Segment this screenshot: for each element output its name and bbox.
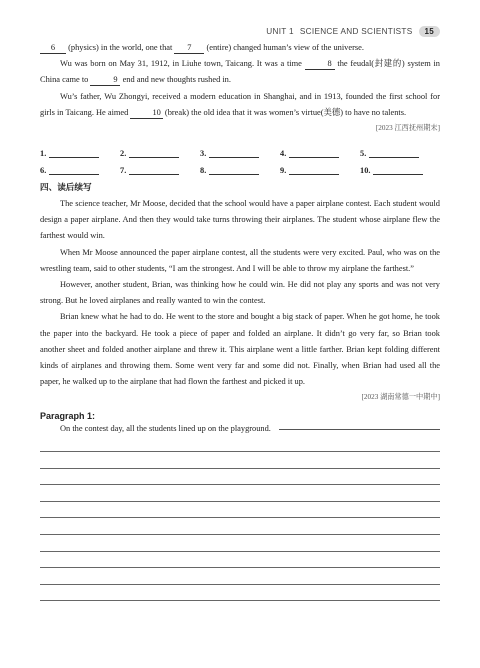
answer-field-6[interactable] [49, 173, 99, 175]
blank-10: 10 [130, 107, 162, 119]
passage-text: (physics) in the world, one that [68, 43, 173, 52]
passage-text: (break) the old idea that it was women’s virtue(美德) to have no talents. [164, 107, 407, 117]
passage-text: Wu was born on May 31, 1912, in Liuhe town, Taicang. It was a time [60, 59, 302, 69]
writing-area [40, 435, 440, 601]
writing-line[interactable] [279, 428, 440, 430]
blank-9: 9 [90, 74, 120, 86]
story-source-tag: [2023 湖南常德一中期中] [361, 393, 440, 402]
answer-field-9[interactable] [289, 173, 339, 175]
answer-field-5[interactable] [369, 156, 419, 158]
blank-6: 6 [40, 42, 66, 54]
unit-title: SCIENCE AND SCIENTISTS [299, 27, 413, 36]
answer-field-2[interactable] [129, 156, 179, 158]
writing-line[interactable] [40, 469, 440, 486]
answer-number: 7. [120, 166, 127, 176]
writing-line[interactable] [40, 585, 440, 602]
passage-text: end and new thoughts rushed in. [122, 75, 231, 85]
story-paragraph-3: However, another student, Brian, was thinking how he could win. He did not play any sports and was not very strong. But he loved airplanes and really wanted to win the contest. [40, 280, 440, 306]
answer-number: 10. [360, 166, 371, 176]
writing-line[interactable] [40, 568, 440, 585]
passage-source-tag: [2023 江西抚州期末] [375, 124, 440, 133]
answer-cell [200, 166, 280, 175]
answer-number: 5. [360, 149, 367, 159]
writing-line[interactable] [40, 485, 440, 502]
paragraph-1-label: Paragraph 1: [40, 411, 96, 422]
passage-paragraph-2 [40, 56, 440, 88]
answer-number: 9. [280, 166, 287, 176]
answer-cell [120, 166, 200, 175]
answer-field-4[interactable] [289, 156, 339, 158]
answer-cell [360, 166, 440, 175]
story-paragraph-1: The science teacher, Mr Moose, decided that the school would have a paper airplane contest. Each student would design a paper airplane. And then they would take turns throwing their airplanes. The student whose airplane flew the farthest would win. [40, 199, 440, 241]
answer-number: 3. [200, 149, 207, 159]
running-head [266, 26, 440, 37]
answer-cell [40, 166, 120, 175]
writing-line[interactable] [40, 552, 440, 569]
answer-cell [40, 149, 120, 158]
answer-field-1[interactable] [49, 156, 99, 158]
answer-number: 8. [200, 166, 207, 176]
answer-field-7[interactable] [129, 173, 179, 175]
answer-field-10[interactable] [373, 173, 423, 175]
answer-cell [360, 149, 440, 158]
story-paragraph-4: Brian knew what he had to do. He went to the store and bought a big stack of paper. When he got home, he took the paper into the backyard. He took a piece of paper and folded an airplane. It didn’t go very far, so Brian took another sheet and folded another airplane and threw it. This airplane went a little farther. Brian kept folding different kinds of airplanes and throwing them. Some went very far and some did not. Finally, when Brian had used all the paper, he walked up to the airplane that had flown the farthest and picked it up. [40, 312, 440, 387]
answer-cell [280, 166, 360, 175]
page-content [40, 40, 440, 601]
answer-number: 1. [40, 149, 47, 159]
answer-cell [280, 149, 360, 158]
writing-line[interactable] [40, 502, 440, 519]
writing-line[interactable] [40, 452, 440, 469]
answer-cell [120, 149, 200, 158]
passage-text: Wu’s father, Wu Zhongyi, received a modern education in Shanghai, and in 1913, founded the first school for girls in Taicang. He aimed [40, 91, 440, 117]
answer-number: 2. [120, 149, 127, 159]
story-paragraph-2: When Mr Moose announced the paper airplane contest, all the students were very excited. Paul, who was on the wrestling team, said to other students, “I am the strongest. And I will be able to throw my airplane the farthest.” [40, 247, 440, 273]
writing-line[interactable] [40, 535, 440, 552]
passage-line-1 [40, 40, 440, 56]
answer-field-8[interactable] [209, 173, 259, 175]
blank-8: 8 [305, 58, 335, 70]
passage-text: (entire) changed human’s view of the universe. [206, 43, 364, 52]
answer-row-1 [40, 141, 440, 158]
blank-7: 7 [174, 42, 204, 54]
passage-text: the feudal(封建的) system in China came to [40, 59, 440, 85]
answer-row-2 [40, 158, 440, 175]
answer-number: 4. [280, 149, 287, 159]
page-number-badge: 15 [419, 26, 441, 37]
answer-cell [200, 149, 280, 158]
paragraph-1-opening [40, 424, 440, 433]
answer-field-3[interactable] [209, 156, 259, 158]
writing-line[interactable] [40, 518, 440, 535]
writing-line[interactable] [40, 435, 440, 452]
unit-label: UNIT 1 [266, 27, 294, 36]
section-heading: 四、读后续写 [40, 183, 92, 194]
passage-paragraph-3 [40, 89, 440, 121]
answer-number: 6. [40, 166, 47, 176]
opening-sentence: On the contest day, all the students lined up on the playground. [60, 424, 271, 434]
